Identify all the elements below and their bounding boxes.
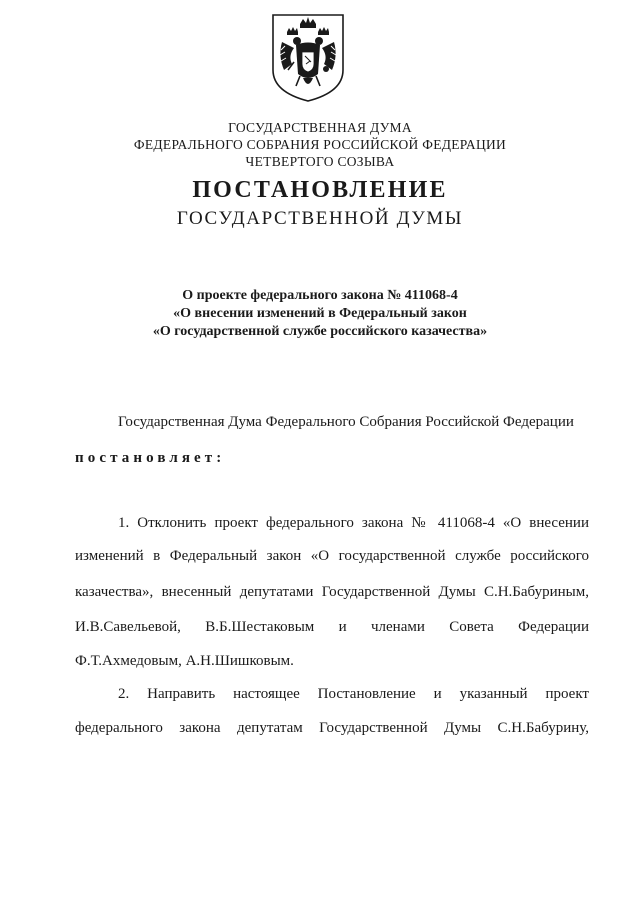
paragraph-1-line-4: И.В.Савельевой, В.Б.Шестаковым и членами Совета Федерации	[75, 619, 589, 635]
subject-line-3: «О государственной службе российского казачества»	[152, 324, 488, 339]
decree-word: постановляет:	[75, 450, 226, 466]
preamble: Государственная Дума Федерального Собрания Российской Федерации	[118, 414, 574, 430]
subject-line-2: «О внесении изменений в Федеральный закон	[173, 306, 467, 321]
document-subtitle: ГОСУДАРСТВЕННОЙ ДУМЫ	[176, 208, 464, 229]
document-title: ПОСТАНОВЛЕНИЕ	[192, 177, 448, 203]
paragraph-2-line-1: 2. Направить настоящее Постановление и указанный проект	[118, 686, 589, 702]
paragraph-1-line-5: Ф.Т.Ахмедовым, А.Н.Шишковым.	[75, 653, 294, 669]
header-line-assembly: ФЕДЕРАЛЬНОГО СОБРАНИЯ РОССИЙСКОЙ ФЕДЕРАЦИИ	[133, 137, 507, 152]
coat-of-arms-icon	[270, 12, 346, 104]
header-line-duma: ГОСУДАРСТВЕННАЯ ДУМА	[228, 120, 412, 135]
header-line-convocation: ЧЕТВЕРТОГО СОЗЫВА	[245, 154, 395, 169]
paragraph-1-line-2: изменений в Федеральный закон «О государственной службе российского	[75, 548, 589, 564]
paragraph-2-line-2: федерального закона депутатам Государственной Думы С.Н.Бабурину,	[75, 720, 589, 736]
paragraph-1-line-1: 1. Отклонить проект федерального закона № 411068-4 «О внесении	[118, 515, 589, 531]
subject-line-1: О проекте федерального закона № 411068-4	[182, 288, 458, 303]
paragraph-1-line-3: казачества», внесенный депутатами Государственной Думы С.Н.Бабуриным,	[75, 584, 589, 600]
